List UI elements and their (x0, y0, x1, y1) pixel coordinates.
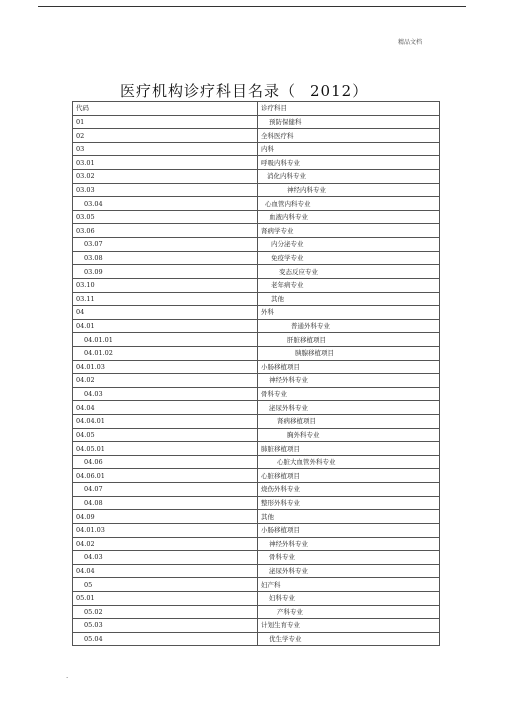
table-row (73, 415, 440, 429)
code-cell: 04.04 (73, 401, 258, 415)
code-cell: 05.01 (73, 591, 258, 605)
table-row (73, 469, 440, 483)
code-cell: 04.07 (73, 483, 258, 497)
table-row (73, 619, 440, 633)
subject-cell: 烧伤外科专业 (258, 483, 440, 497)
subject-cell: 消化内科专业 (258, 170, 440, 184)
subject-cell: 产科专业 (258, 605, 440, 619)
subject-cell: 肾病学专业 (258, 224, 440, 238)
code-cell: 03.09 (73, 265, 258, 279)
table-row (73, 346, 440, 360)
title-year: 2012） (310, 82, 369, 100)
table-row (73, 238, 440, 252)
subject-cell: 优生学专业 (258, 632, 440, 646)
code-cell: 04.01.02 (73, 346, 258, 360)
subject-cell: 呼吸内科专业 (258, 156, 440, 170)
title-text: 医疗机构诊疗科目名录（ (120, 82, 297, 100)
code-cell: 04.05.01 (73, 442, 258, 456)
top-rule (38, 6, 466, 7)
subject-cell: 肺脏移植项目 (258, 442, 440, 456)
code-cell: 03.10 (73, 278, 258, 292)
table-row (73, 183, 440, 197)
table-row (73, 278, 440, 292)
subject-cell: 心脏大血管外科专业 (258, 455, 440, 469)
code-cell: 04.08 (73, 496, 258, 510)
code-cell: 04.03 (73, 387, 258, 401)
subject-cell: 免疫学专业 (258, 251, 440, 265)
code-cell: 05 (73, 578, 258, 592)
code-cell: 04.01.01 (73, 333, 258, 347)
table-row (73, 210, 440, 224)
table-row (73, 632, 440, 646)
code-cell: 04.01.03 (73, 523, 258, 537)
page-title (120, 80, 368, 101)
column-header-subject: 诊疗科目 (258, 102, 440, 116)
code-cell: 04.01 (73, 319, 258, 333)
table-row (73, 496, 440, 510)
table-row (73, 292, 440, 306)
subject-cell: 小肠移植项目 (258, 360, 440, 374)
table-row (73, 564, 440, 578)
code-cell: 03.08 (73, 251, 258, 265)
code-cell: 04.04.01 (73, 415, 258, 429)
subject-cell: 骨科专业 (258, 387, 440, 401)
code-cell: 03.07 (73, 238, 258, 252)
table-row (73, 537, 440, 551)
code-cell: 04.01.03 (73, 360, 258, 374)
subject-cell: 神经外科专业 (258, 537, 440, 551)
subject-cell: 预防保健科 (258, 115, 440, 129)
code-cell: 04.05 (73, 428, 258, 442)
subject-cell: 泌尿外科专业 (258, 564, 440, 578)
subject-cell: 老年病专业 (258, 278, 440, 292)
subject-cell: 心血管内科专业 (258, 197, 440, 211)
subject-cell: 肝脏移植项目 (258, 333, 440, 347)
table-row (73, 333, 440, 347)
table-row (73, 170, 440, 184)
code-cell: 03.06 (73, 224, 258, 238)
table-row (73, 115, 440, 129)
table-row (73, 265, 440, 279)
code-cell: 03.11 (73, 292, 258, 306)
table-row (73, 428, 440, 442)
subject-cell: 外科 (258, 306, 440, 320)
code-cell: 05.02 (73, 605, 258, 619)
subject-cell: 内科 (258, 142, 440, 156)
catalog-table-body (73, 102, 440, 646)
code-cell: 05.03 (73, 619, 258, 633)
subject-cell: 妇科专业 (258, 591, 440, 605)
table-row (73, 483, 440, 497)
code-cell: 03.04 (73, 197, 258, 211)
code-cell: 03.03 (73, 183, 258, 197)
header-note: 精品文档 (398, 39, 423, 46)
subject-cell: 泌尿外科专业 (258, 401, 440, 415)
subject-cell: 普通外科专业 (258, 319, 440, 333)
subject-cell: 骨科专业 (258, 551, 440, 565)
code-cell: 04.03 (73, 551, 258, 565)
subject-cell: 整形外科专业 (258, 496, 440, 510)
table-row (73, 510, 440, 524)
subject-cell: 心脏移植项目 (258, 469, 440, 483)
subject-cell: 内分泌专业 (258, 238, 440, 252)
code-cell: 03.02 (73, 170, 258, 184)
table-row (73, 401, 440, 415)
subject-cell: 神经外科专业 (258, 374, 440, 388)
code-cell: 03.05 (73, 210, 258, 224)
subject-cell: 计划生育专业 (258, 619, 440, 633)
code-cell: 01 (73, 115, 258, 129)
code-cell: 04.04 (73, 564, 258, 578)
table-row (73, 360, 440, 374)
subject-cell: 全科医疗科 (258, 129, 440, 143)
subject-cell: 变态反应专业 (258, 265, 440, 279)
code-cell: 02 (73, 129, 258, 143)
code-cell: 03 (73, 142, 258, 156)
table-row (73, 578, 440, 592)
table-row (73, 605, 440, 619)
subject-cell: 妇产科 (258, 578, 440, 592)
table-row (73, 156, 440, 170)
subject-cell: 小肠移植项目 (258, 523, 440, 537)
column-header-code: 代码 (73, 102, 258, 116)
table-row (73, 251, 440, 265)
subject-cell: 其他 (258, 510, 440, 524)
subject-cell: 胰腺移植项目 (258, 346, 440, 360)
code-cell: 04.02 (73, 374, 258, 388)
table-row (73, 129, 440, 143)
table-row (73, 551, 440, 565)
code-cell: 04 (73, 306, 258, 320)
footer-mark: . (66, 672, 69, 680)
subject-cell: 神经内科专业 (258, 183, 440, 197)
table-row (73, 142, 440, 156)
subject-cell: 胸外科专业 (258, 428, 440, 442)
table-row (73, 374, 440, 388)
code-cell: 04.02 (73, 537, 258, 551)
subject-cell: 血液内科专业 (258, 210, 440, 224)
catalog-table (72, 101, 440, 646)
code-cell: 04.06 (73, 455, 258, 469)
subject-cell: 其他 (258, 292, 440, 306)
table-row (73, 224, 440, 238)
table-header-row (73, 102, 440, 116)
table-row (73, 306, 440, 320)
code-cell: 05.04 (73, 632, 258, 646)
table-row (73, 387, 440, 401)
table-row (73, 442, 440, 456)
table-row (73, 591, 440, 605)
table-row (73, 197, 440, 211)
subject-cell: 肾病移植项目 (258, 415, 440, 429)
code-cell: 03.01 (73, 156, 258, 170)
table-row (73, 455, 440, 469)
table-row (73, 523, 440, 537)
table-row (73, 319, 440, 333)
code-cell: 04.06.01 (73, 469, 258, 483)
code-cell: 04.09 (73, 510, 258, 524)
